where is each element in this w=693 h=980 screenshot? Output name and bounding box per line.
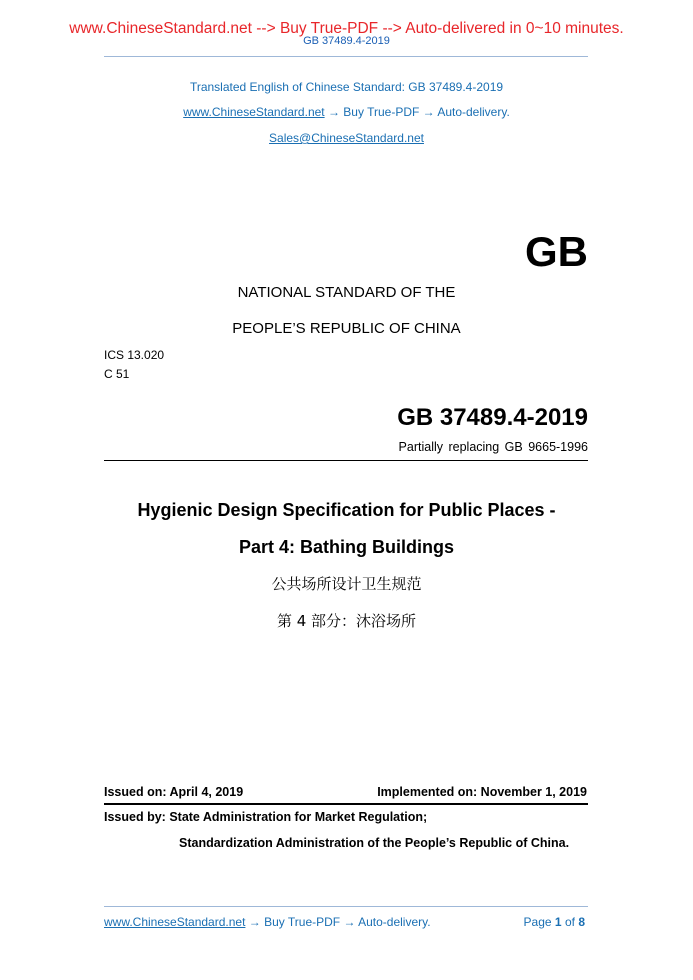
footer-site-link[interactable]: www.ChineseStandard.net (104, 915, 246, 929)
translated-notice: Translated English of Chinese Standard: GB 37489.4-2019 (189, 80, 504, 94)
title-english-line2: Part 4: Bathing Buildings (238, 537, 454, 557)
header-divider (104, 56, 588, 57)
footer-site-tail: → Buy True-PDF → Auto-delivery. (245, 915, 431, 929)
ccs-code: C 51 (104, 367, 130, 381)
dates-divider (104, 803, 588, 805)
page-of: of (564, 915, 575, 929)
issuer-second: Standardization Administration of the People’s Republic of China. (179, 836, 570, 850)
header-standard-code: GB 37489.4-2019 (303, 35, 390, 47)
intro-site-line (0, 105, 693, 119)
page-current: 1 (554, 915, 562, 929)
ics-code: ICS 13.020 (104, 348, 165, 362)
footer-site-line (104, 915, 431, 929)
title-divider (104, 460, 588, 461)
intro-site-tail: → Buy True-PDF → Auto-delivery. (324, 105, 510, 119)
intro-email-line (0, 131, 693, 145)
issued-by-label: Issued by: (104, 810, 166, 824)
footer-divider (104, 906, 588, 907)
implemented-on-date: Implemented on: November 1, 2019 (377, 785, 587, 799)
standard-number: GB 37489.4-2019 (397, 404, 588, 431)
national-standard-line2: PEOPLE’S REPUBLIC OF CHINA (232, 320, 461, 337)
title-chinese-line1: 公共场所设计卫生规范 (271, 575, 422, 593)
page-word: Page (523, 915, 552, 929)
intro-site-link[interactable]: www.ChineseStandard.net (183, 105, 325, 119)
page-indicator (524, 915, 585, 929)
national-standard-line1: NATIONAL STANDARD OF THE (237, 284, 456, 301)
title-chinese-line2: 第 4 部分：沐浴场所 (276, 612, 417, 630)
issued-on-date: Issued on: April 4, 2019 (104, 785, 244, 799)
top-banner[interactable]: www.ChineseStandard.net --> Buy True-PDF --> Auto-delivered in 0~10 minutes. (69, 20, 624, 37)
gb-logo: GB (525, 228, 588, 275)
page-total: 8 (578, 915, 585, 929)
replacing-note: Partially replacing GB 9665-1996 (398, 440, 588, 454)
issuer-first: State Administration for Market Regulation; (169, 810, 428, 824)
title-english-line1: Hygienic Design Specification for Public Places - (137, 500, 556, 520)
issued-by-line (104, 810, 427, 824)
sales-email-link[interactable]: Sales@ChineseStandard.net (269, 131, 424, 145)
